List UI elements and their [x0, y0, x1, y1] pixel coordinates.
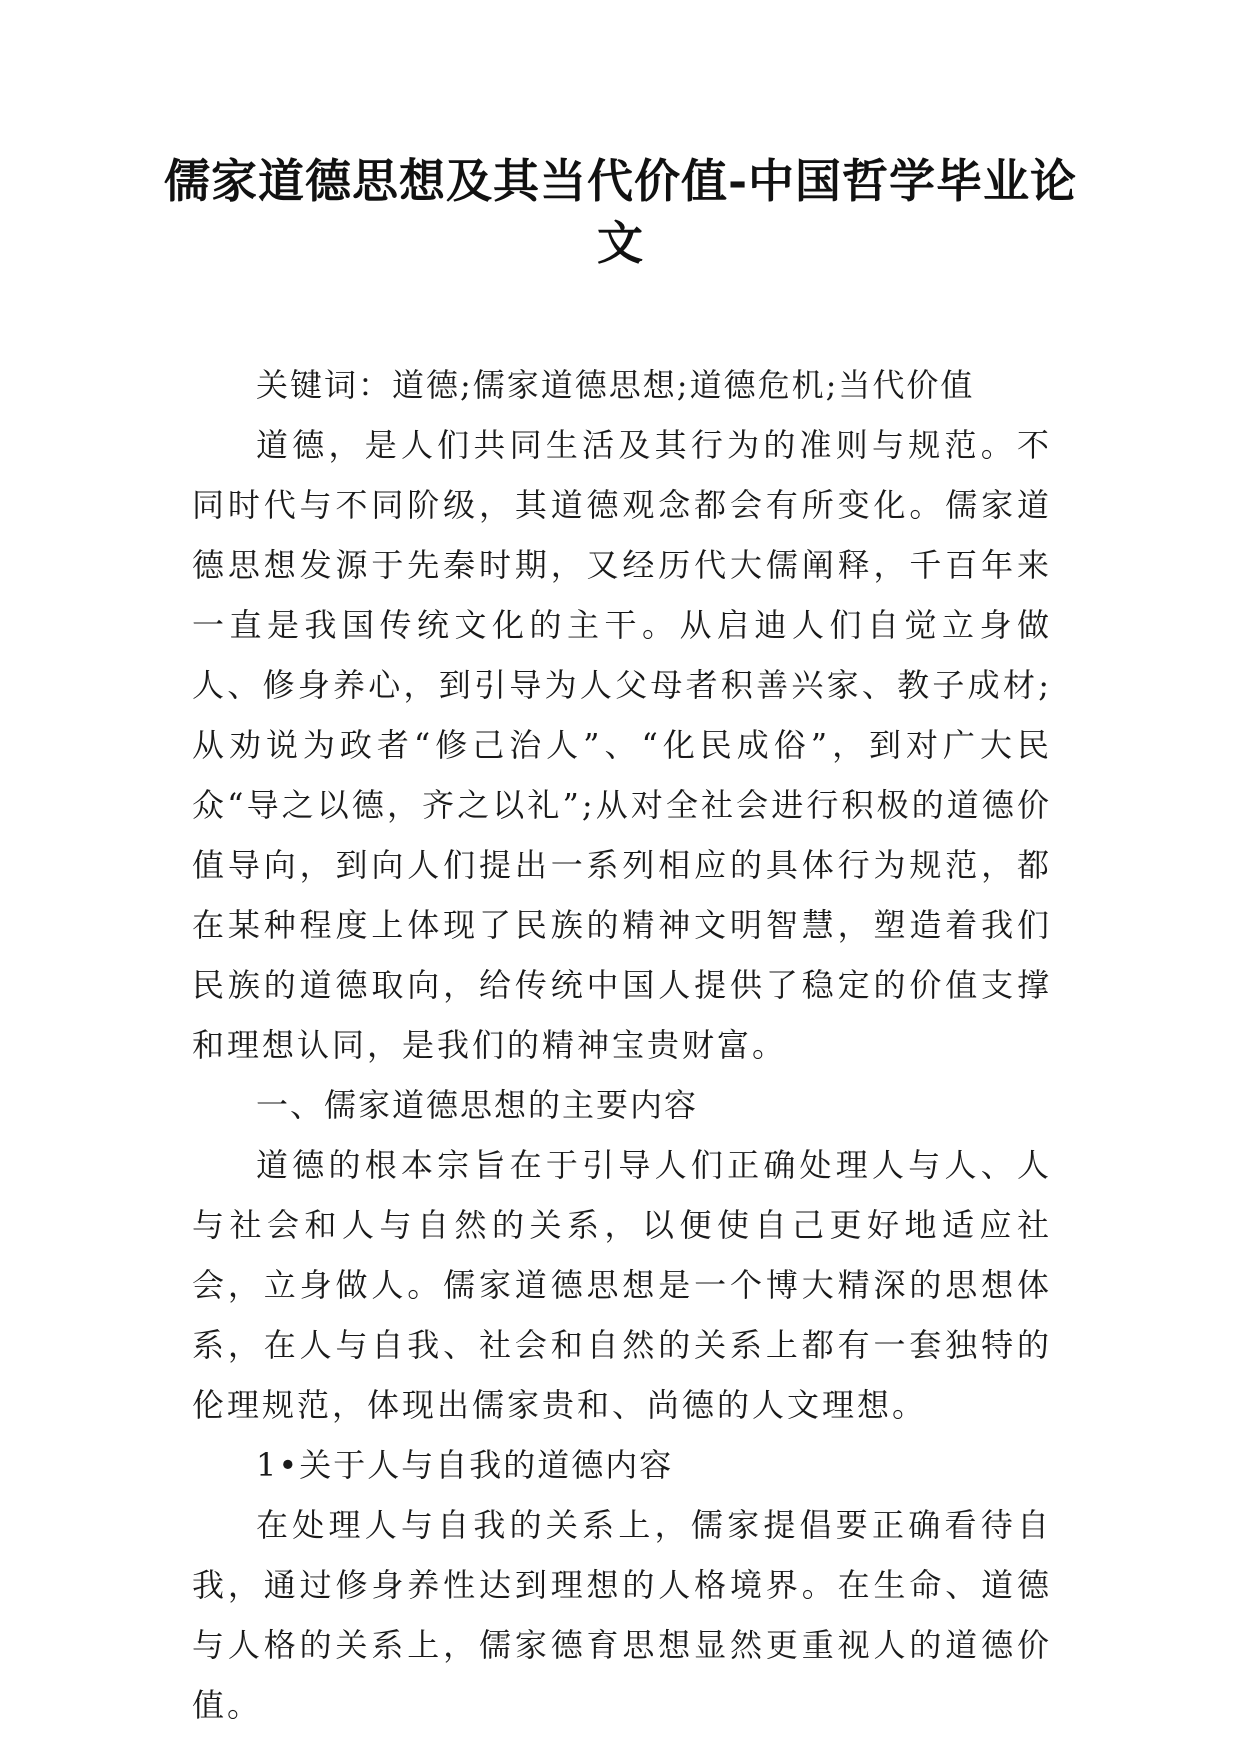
subsection-heading: 1•关于人与自我的道德内容: [256, 1446, 674, 1484]
subsection-paragraph: 在处理人与自我的关系上，儒家提倡要正确看待自我，通过修身养性达到理想的人格境界。在生命、道德与人格的关系上，儒家德育思想显然更重视人的道德价值。: [192, 1506, 1052, 1724]
section-heading: 一、儒家道德思想的主要内容: [256, 1086, 699, 1124]
keywords-line: 关键词：道德;儒家道德思想;道德危机;当代价值: [256, 366, 975, 404]
document-title: 儒家道德思想及其当代价值-中国哲学毕业论文: [163, 154, 1078, 270]
section-paragraph: 道德的根本宗旨在于引导人们正确处理人与人、人与社会和人与自然的关系，以便使自己更好地适应社会，立身做人。儒家道德思想是一个博大精深的思想体系，在人与自我、社会和自然的关系上都有一套独特的伦理规范，体现出儒家贵和、尚德的人文理想。: [192, 1146, 1052, 1424]
intro-paragraph: 道德，是人们共同生活及其行为的准则与规范。不同时代与不同阶级，其道德观念都会有所变化。儒家道德思想发源于先秦时期，又经历代大儒阐释，千百年来一直是我国传统文化的主干。从启迪人们自觉立身做人、修身养心，到引导为人父母者积善兴家、教子成材;从劝说为政者“修己治人”、“化民成俗”，到对广大民众“导之以德，齐之以礼”;从对全社会进行积极的道德价值导向，到向人们提出一系列相应的具体行为规范，都在某种程度上体现了民族的精神文明智慧，塑造着我们民族的道德取向，给传统中国人提供了稳定的价值支撑和理想认同，是我们的精神宝贵财富。: [192, 426, 1052, 1064]
document-body: [192, 355, 1052, 1735]
